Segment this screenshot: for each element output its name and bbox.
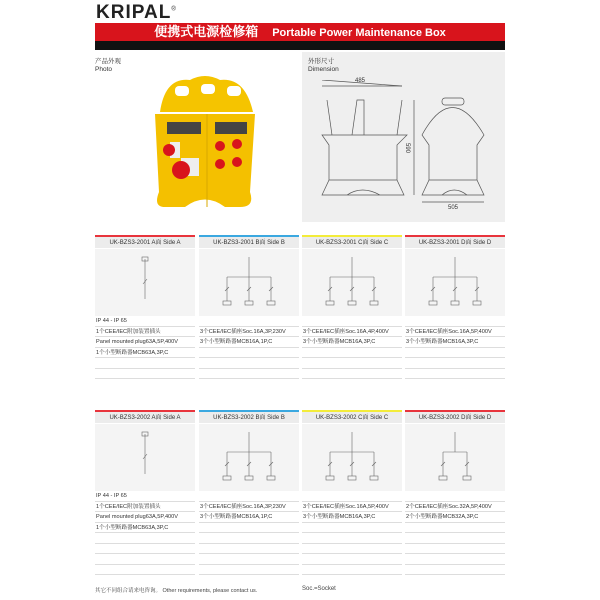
photo-panel bbox=[95, 52, 300, 222]
spec-line bbox=[199, 358, 299, 369]
brand-logo: KRIPAL® bbox=[96, 2, 177, 23]
spec-line: 3个小型断路器MCB16A,3P,C bbox=[302, 512, 402, 523]
spec-line: 1个小型断路器MCB63A,3P,C bbox=[95, 523, 195, 534]
spec-line bbox=[405, 316, 505, 327]
spec-line bbox=[302, 533, 402, 544]
dimension-panel bbox=[302, 52, 505, 222]
spec-line: Panel mounted plug63A,5P,400V bbox=[95, 512, 195, 523]
spec-line bbox=[199, 523, 299, 534]
spec-line bbox=[95, 369, 195, 380]
spec-line bbox=[95, 565, 195, 576]
spec-line bbox=[302, 358, 402, 369]
wiring-diagram bbox=[95, 423, 195, 491]
spec-line: 3个小型断路器MCB16A,1P,C bbox=[199, 512, 299, 523]
side-header: UK-BZS3-2001 B面 Side B bbox=[199, 235, 299, 248]
spec-line: 3个CEE/IEC插座Soc.16A,4P,400V bbox=[302, 327, 402, 338]
spec-line: 2个CEE/IEC插座Soc.32A,5P,400V bbox=[405, 502, 505, 513]
spec-line bbox=[405, 554, 505, 565]
spec-line bbox=[302, 554, 402, 565]
spec-line bbox=[302, 369, 402, 380]
spec-line bbox=[405, 565, 505, 576]
spec-line bbox=[405, 358, 505, 369]
spec-line: 3个小型断路器MCB16A,3P,C bbox=[302, 337, 402, 348]
spec-line bbox=[95, 533, 195, 544]
side-header: UK-BZS3-2001 A面 Side A bbox=[95, 235, 195, 248]
footer-note: 其它不同组合请来电咨询。 Other requirements, please contact us. bbox=[95, 588, 258, 594]
wiring-diagram bbox=[199, 423, 299, 491]
side-column bbox=[302, 410, 402, 575]
spec-line bbox=[199, 554, 299, 565]
spec-line bbox=[405, 523, 505, 534]
title-en: Portable Power Maintenance Box bbox=[272, 27, 446, 39]
spec-line: IP 44 - IP 65 bbox=[95, 491, 195, 502]
wiring-diagram bbox=[199, 248, 299, 316]
spec-line bbox=[302, 565, 402, 576]
height-value: 590 bbox=[404, 142, 411, 154]
side-header: UK-BZS3-2001 D面 Side D bbox=[405, 235, 505, 248]
side-header: UK-BZS3-2002 C面 Side C bbox=[302, 410, 402, 423]
spec-line bbox=[95, 358, 195, 369]
wiring-diagram bbox=[302, 423, 402, 491]
side-column bbox=[302, 235, 402, 379]
side-column bbox=[405, 235, 505, 379]
spec-line bbox=[199, 348, 299, 359]
spec-line bbox=[199, 491, 299, 502]
spec-line bbox=[302, 348, 402, 359]
spec-line bbox=[302, 544, 402, 555]
side-header: UK-BZS3-2002 B面 Side B bbox=[199, 410, 299, 423]
spec-line bbox=[95, 544, 195, 555]
spec-line bbox=[405, 369, 505, 380]
side-column bbox=[405, 410, 505, 575]
spec-line bbox=[405, 491, 505, 502]
spec-line: 1个CEE/IEC附加装置插头 bbox=[95, 502, 195, 513]
title-banner bbox=[95, 23, 505, 41]
dimension-label: 外形尺寸 Dimension bbox=[308, 58, 339, 73]
spec-line: 3个小型断路器MCB16A,1P,C bbox=[199, 337, 299, 348]
spec-line bbox=[199, 316, 299, 327]
spec-line: 1个小型断路器MCB63A,3P,C bbox=[95, 348, 195, 359]
side-column bbox=[199, 235, 299, 379]
spec-line: 3个CEE/IEC插座Soc.16A,3P,230V bbox=[199, 502, 299, 513]
spec-line: 3个CEE/IEC插座Soc.16A,5P,400V bbox=[302, 502, 402, 513]
spec-line bbox=[302, 316, 402, 327]
width-top-value: 485 bbox=[355, 78, 366, 84]
title-zh: 便携式电源检修箱 bbox=[154, 24, 259, 39]
width-bottom-value: 505 bbox=[448, 205, 459, 211]
wiring-diagram bbox=[302, 248, 402, 316]
spec-line bbox=[405, 348, 505, 359]
spec-line: 3个小型断路器MCB16A,3P,C bbox=[405, 337, 505, 348]
side-column bbox=[95, 410, 195, 575]
spec-line bbox=[199, 533, 299, 544]
spec-line bbox=[199, 565, 299, 576]
side-column bbox=[199, 410, 299, 575]
side-header: UK-BZS3-2002 A面 Side A bbox=[95, 410, 195, 423]
spec-line: 3个CEE/IEC插座Soc.16A,3P,230V bbox=[199, 327, 299, 338]
spec-line bbox=[405, 533, 505, 544]
spec-line: 2个小型断路器MCB32A,3P,C bbox=[405, 512, 505, 523]
wiring-diagram bbox=[405, 248, 505, 316]
spec-line: 3个CEE/IEC插座Soc.16A,5P,400V bbox=[405, 327, 505, 338]
spec-line bbox=[302, 491, 402, 502]
side-header: UK-BZS3-2001 C面 Side C bbox=[302, 235, 402, 248]
divider-bar bbox=[95, 41, 505, 50]
wiring-diagram bbox=[405, 423, 505, 491]
product-photo bbox=[145, 72, 265, 212]
spec-line bbox=[405, 544, 505, 555]
spec-line: 1个CEE/IEC附加装置插头 bbox=[95, 327, 195, 338]
spec-line bbox=[199, 544, 299, 555]
spec-line bbox=[302, 523, 402, 534]
spec-line bbox=[199, 369, 299, 380]
spec-line: Panel mounted plug63A,5P,400V bbox=[95, 337, 195, 348]
photo-label: 产品外观 Photo bbox=[95, 58, 121, 73]
footer-abbreviation: Soc.=Socket bbox=[302, 586, 336, 592]
spec-line bbox=[95, 554, 195, 565]
spec-line: IP 44 - IP 65 bbox=[95, 316, 195, 327]
side-header: UK-BZS3-2002 D面 Side D bbox=[405, 410, 505, 423]
wiring-diagram bbox=[95, 248, 195, 316]
side-column bbox=[95, 235, 195, 379]
